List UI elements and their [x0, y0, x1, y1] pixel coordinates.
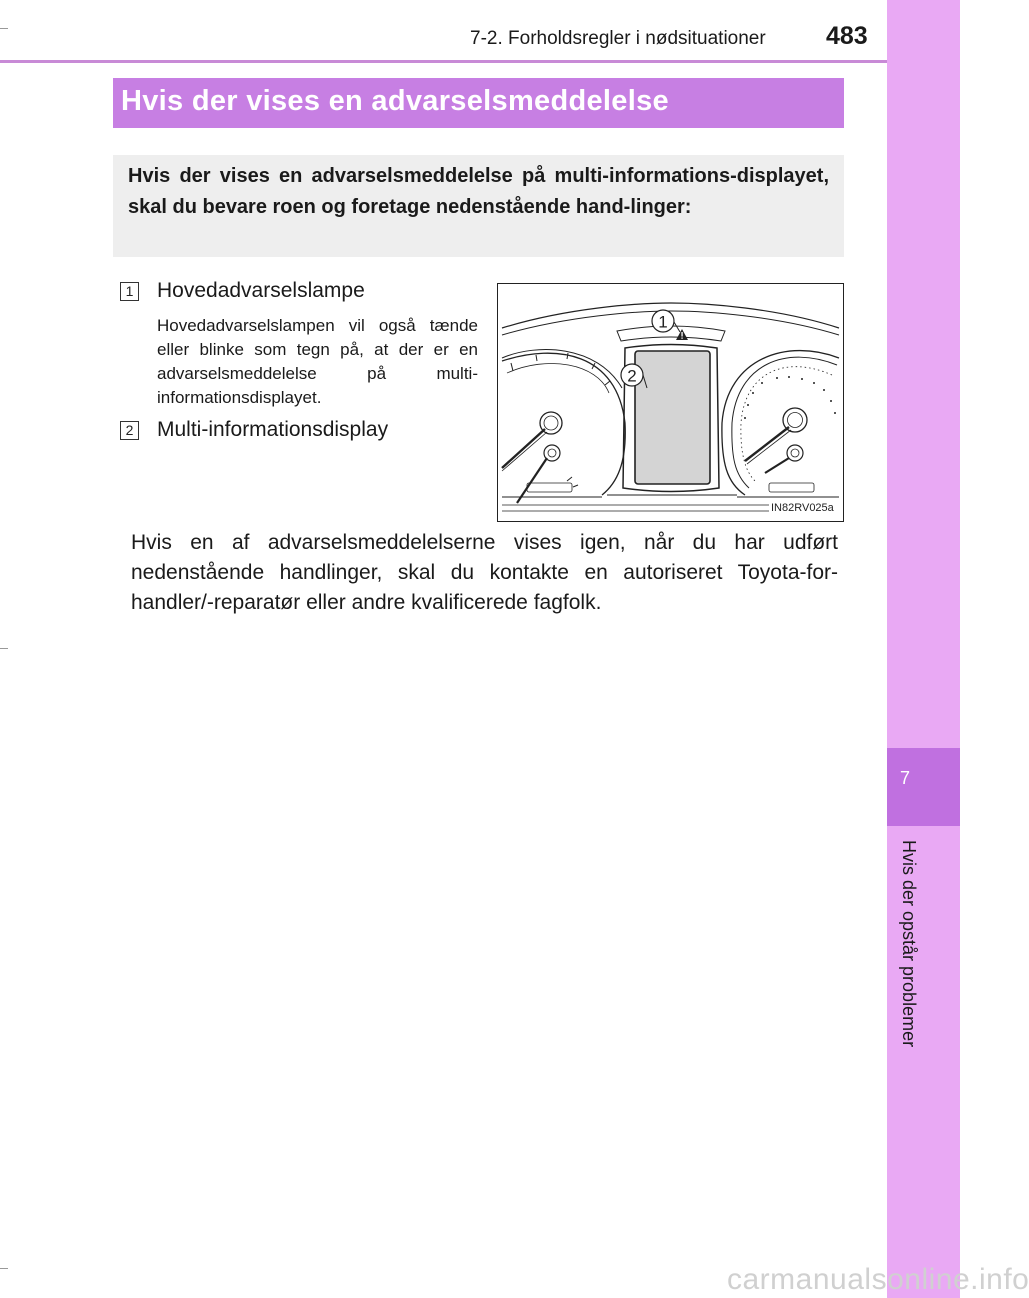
crop-mark [0, 648, 8, 649]
chapter-side-tab [887, 0, 960, 1298]
item-number-badge: 2 [120, 421, 139, 440]
chapter-number: 7 [899, 768, 910, 788]
item-number-badge: 1 [120, 282, 139, 301]
crop-mark [0, 28, 8, 29]
chapter-title: Hvis der opstår problemer [899, 840, 919, 1048]
callout-1-number: 1 [658, 312, 668, 332]
intro-box [113, 155, 844, 257]
instrument-cluster-figure [497, 283, 844, 522]
callout-2-number: 2 [627, 366, 637, 386]
section-title: Hvis der vises en advarselsmeddelelse [113, 78, 844, 128]
item-label-main-warning-light: Hovedadvarselslampe [157, 279, 365, 302]
body-paragraph: Hvis en af advarselsmeddelelserne vises igen, når du har udført nedenstående handlinger, skal du kontakte en autoriseret Toyota-for-handler/-reparatør eller andre kvalificerede fagfolk. [131, 531, 838, 614]
crop-mark [0, 1268, 8, 1269]
figure-code: IN82RV025a [771, 502, 834, 514]
intro-text: Hvis der vises en advarselsmeddelelse på multi-informations-displayet, skal du bevare roen og foretage nedenstående hand-linger: [128, 165, 829, 218]
header-rule [0, 60, 887, 63]
watermark: carmanualsonline.info [727, 1263, 1029, 1296]
item-description: Hovedadvarselslampen vil også tænde eller blinke som tegn på, at der er en advarselsmeddelelse på multi-informationsdisplayet. [157, 316, 478, 407]
item-label-multi-information-display: Multi-informationsdisplay [157, 418, 389, 441]
running-header: 7-2. Forholdsregler i nødsituationer [470, 28, 766, 49]
instrument-cluster-illustration [497, 283, 844, 522]
page-number: 483 [826, 22, 868, 50]
